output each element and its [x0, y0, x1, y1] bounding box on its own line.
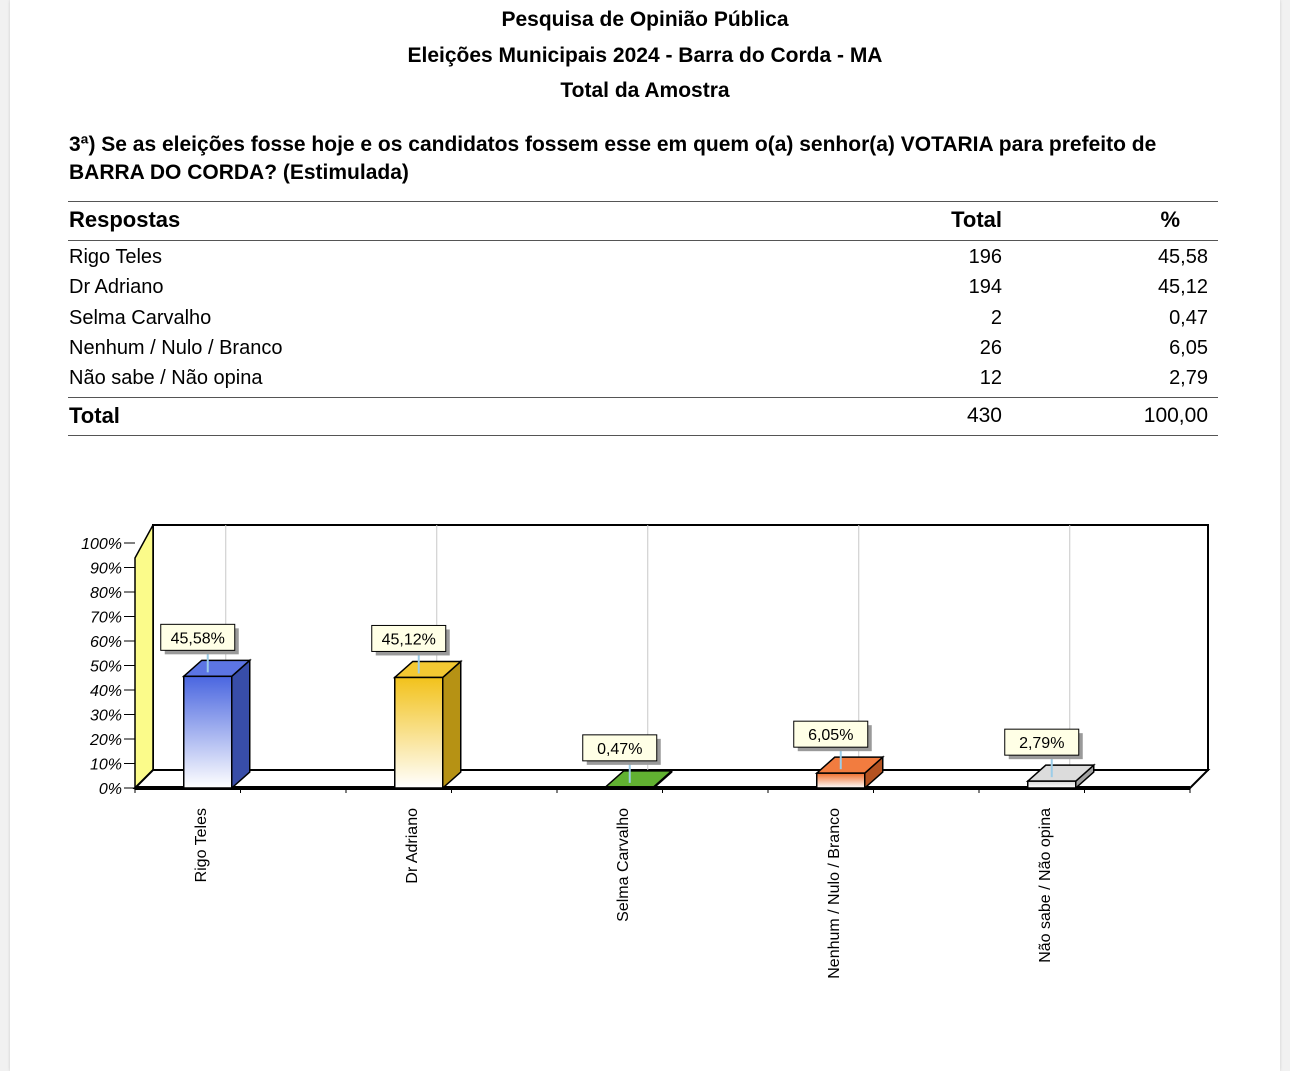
data-label: 45,12% [381, 631, 436, 649]
row-total: 26 [979, 337, 1002, 359]
row-total: 194 [968, 276, 1002, 298]
y-tick-label: 10% [89, 756, 122, 774]
bar-front [184, 676, 232, 788]
row-label: Selma Carvalho [69, 307, 212, 329]
bar [184, 660, 250, 788]
data-label: 6,05% [808, 727, 854, 745]
row-total: 12 [979, 367, 1002, 389]
y-tick-label: 100% [81, 536, 122, 553]
row-label: Não sabe / Não opina [69, 367, 263, 389]
x-tick-label: Rigo Teles [192, 808, 210, 883]
row-total: 2 [990, 307, 1002, 329]
row-percent: 45,58 [1157, 246, 1208, 268]
total-label: Total [69, 403, 120, 428]
row-percent: 2,79 [1169, 367, 1208, 389]
row-label: Nenhum / Nulo / Branco [69, 337, 283, 359]
row-percent: 45,12 [1157, 276, 1208, 298]
bar-front [1028, 781, 1076, 788]
y-tick-label: 20% [89, 732, 122, 749]
y-tick-label: 50% [89, 658, 122, 676]
y-tick-label: 80% [89, 585, 122, 602]
y-tick-label: 90% [89, 560, 122, 578]
bar-side [443, 661, 461, 788]
x-tick-label: Dr Adriano [403, 808, 421, 884]
x-tick-label: Nenhum / Nulo / Branco [825, 808, 843, 979]
sample-label: Total da Amostra [560, 79, 730, 102]
report-title: Pesquisa de Opinião Pública [501, 8, 789, 31]
bar-front [606, 787, 654, 788]
row-percent: 0,47 [1169, 307, 1208, 329]
data-label: 45,58% [170, 630, 225, 648]
report-subtitle: Eleições Municipais 2024 - Barra do Corda - MA [407, 44, 883, 67]
row-total: 196 [968, 246, 1002, 268]
y-tick-label: 40% [89, 683, 122, 700]
y-tick-label: 30% [89, 707, 122, 725]
bar-front [817, 773, 865, 788]
column-header-respostas: Respostas [69, 207, 181, 232]
chart-left-wall [135, 525, 153, 788]
data-label: 2,79% [1019, 735, 1065, 753]
total-count: 430 [966, 404, 1002, 427]
x-tick-label: Não sabe / Não opina [1036, 808, 1054, 963]
x-tick-label: Selma Carvalho [614, 808, 632, 922]
question-text: 3ª) Se as eleições fosse hoje e os candidatos fossem esse em quem o(a) senhor(a) VOTARIA para prefeito de BARRA DO CORDA? (Estimulada) [69, 133, 1157, 184]
y-tick-label: 60% [89, 634, 122, 651]
bar-side [232, 660, 250, 788]
data-label: 0,47% [597, 740, 643, 758]
bar-front [395, 677, 443, 788]
row-label: Dr Adriano [69, 276, 164, 298]
column-header-percent: % [1160, 207, 1180, 232]
row-percent: 6,05 [1169, 337, 1208, 359]
total-percent: 100,00 [1143, 404, 1208, 427]
y-tick-label: 70% [89, 609, 122, 627]
bar [395, 661, 461, 788]
column-header-total: Total [951, 207, 1002, 232]
row-label: Rigo Teles [69, 246, 163, 268]
y-tick-label: 0% [98, 781, 122, 798]
